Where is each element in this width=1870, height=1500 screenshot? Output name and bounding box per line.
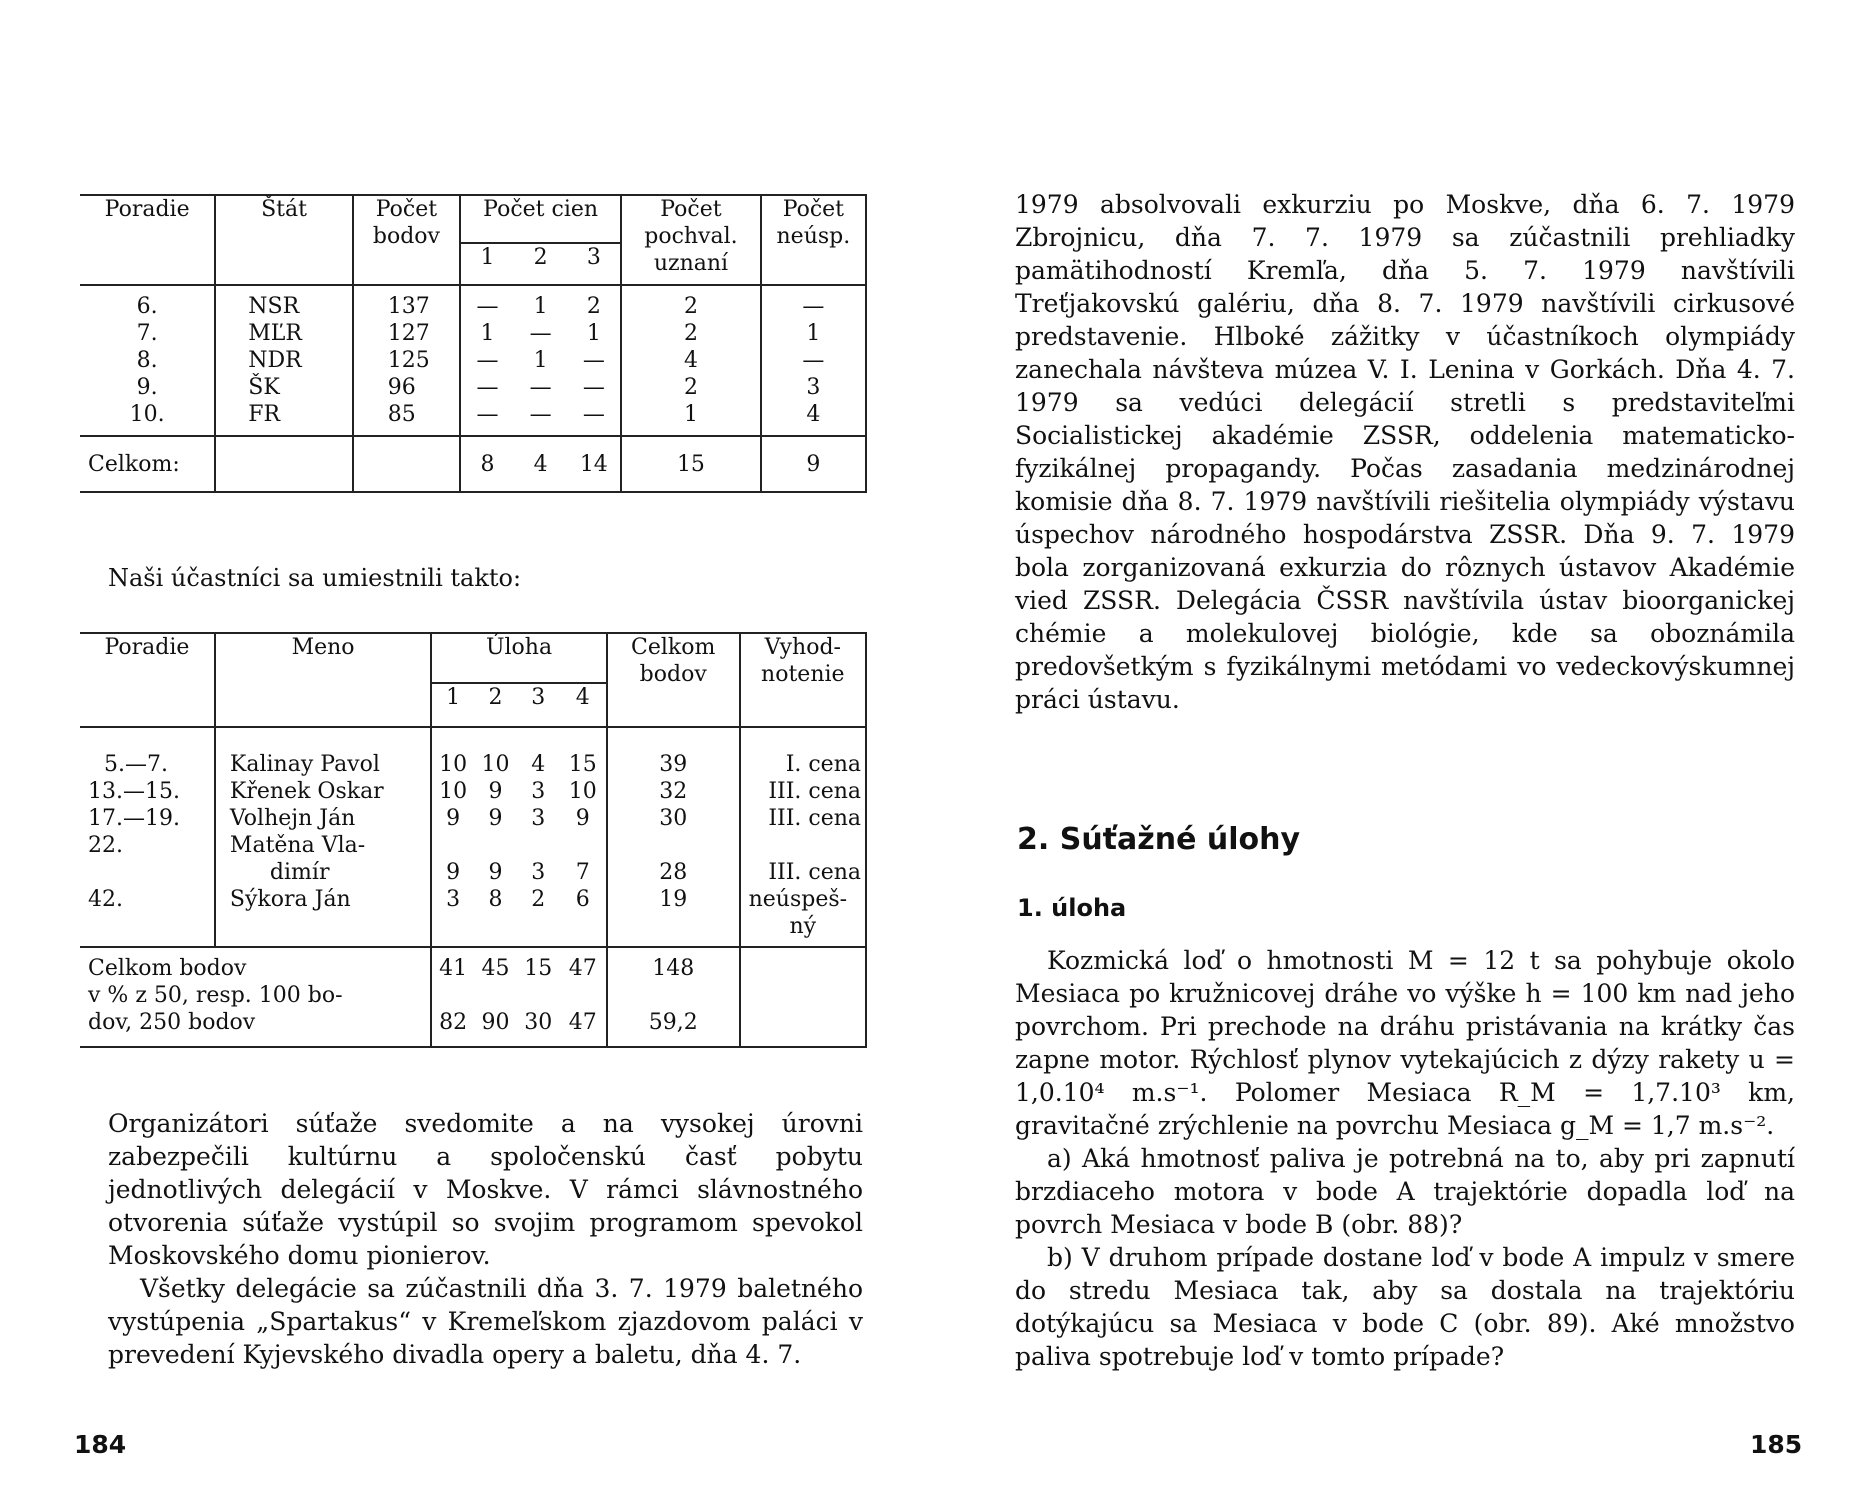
- header-rank: Poradie: [80, 633, 215, 727]
- table-row: 7. MĽR 127 1 — 1 2 1: [80, 320, 866, 347]
- table-row: 13.—15. Křenek Oskar 10 9 3 10 32 III. cena: [80, 778, 866, 805]
- paragraph: Organizátori súťaže svedomite a na vysokej úrovni zabezpečili kultúrnu a spoločenskú časť pobytu jednotlivých delegácií v Moskve. V rámci slávnostného otvorenia súťaže vystúpil so svojim programom spevokol Moskovského domu pionierov.: [108, 1109, 863, 1270]
- header-prize-1: 1: [460, 243, 514, 285]
- table-row: 42. Sýkora Ján 3 8 2 6 19 neúspeš-: [80, 886, 866, 913]
- right-body-text: [1015, 188, 1795, 716]
- header-rank: Poradie: [80, 195, 215, 285]
- header-prize-2: 2: [514, 243, 568, 285]
- table-row: 5.—7. Kalinay Pavol 10 10 4 15 39 I. cena: [80, 751, 866, 778]
- total-label: Celkom:: [80, 436, 215, 492]
- header-prize-3: 3: [567, 243, 621, 285]
- table-row: 22. Matěna Vla-: [80, 832, 866, 859]
- participants-table: Poradie Meno Úloha Celkom bodov Vyhod-notenie 1 2 3 4 5.—7. Kalinay Pavol 10 10 4 15 39 I. cena 13.—15. Křenek Oskar 10 9 3 10 32 III. cena 17.—19. Volhejn Ján 9 9 3 9 30 III. cena 22. Matěna Vla- dimír 9 9 3 7 28 III. cena 42. Sýkora Ján 3 8 2 6 19 neúspeš- ný Celkom bodov 41 45 15 47 148 v % z 50, resp. 100 bo- dov, 250 bodov 82 90 30 47 59,2: [80, 632, 867, 1048]
- paragraph: 1979 absolvovali exkurziu po Moskve, dňa 6. 7. 1979 Zbrojnicu, dňa 7. 7. 1979 sa zúčastnili prehliadky pamätihodností Kremľa, dňa 5. 7. 1979 navštívili Treťjakovskú galériu, dňa 8. 7. 1979 navštívili cirkusové predstavenie. Hlboké zážitky v účastníkoch olympiády zanechala návšteva múzea V. I. Lenina v Gorkách. Dňa 4. 7. 1979 sa vedúci delegácií stretli s predstaviteľmi Socialistickej akadémie ZSSR, oddelenia matematicko-fyzikálnej propagandy. Počas zasadania medzinárodnej komisie dňa 8. 7. 1979 navštívili riešitelia olympiády výstavu úspechov národného hospodárstva ZSSR. Dňa 9. 7. 1979 bola zorganizovaná exkurzia do rôznych ústavov Akadémie vied ZSSR. Delegácia ČSSR navštívila ústav bioorganickej chémie a molekulovej biológie, kde sa oboznámila predovšetkým s fyzikálnymi metódami vo vedeckovýskumnej práci ústavu.: [1015, 190, 1795, 714]
- country-results-table: [80, 194, 867, 493]
- task-title: 1. úloha: [1017, 894, 1127, 922]
- header-commendations: Počet pochval. uznaní: [621, 195, 761, 285]
- table-row: dimír 9 9 3 7 28 III. cena: [80, 859, 866, 886]
- header-total: Celkom bodov: [607, 633, 740, 727]
- page-number: 185: [1750, 1430, 1803, 1459]
- total-row: Celkom: 8 4 14 15 9: [80, 436, 866, 492]
- header-result: Vyhod-notenie: [740, 633, 866, 727]
- table2-caption: Naši účastníci sa umiestnili takto:: [108, 564, 522, 592]
- header-name: Meno: [215, 633, 431, 727]
- table-row: 10. FR 85 — — — 1 4: [80, 401, 866, 428]
- header-prizes: Počet cien: [460, 195, 621, 243]
- footer-pct-row: dov, 250 bodov 82 90 30 47 59,2: [80, 1009, 866, 1047]
- table-row: 17.—19. Volhejn Ján 9 9 3 9 30 III. cena: [80, 805, 866, 832]
- header-points: Počet bodov: [353, 195, 460, 285]
- paragraph: a) Aká hmotnosť paliva je potrebná na to, aby pri zapnutí brzdiaceho motora v bode A trajektórie dopadla loď na povrch Mesiaca v bode B (obr. 88)?: [1015, 1144, 1795, 1239]
- header-failed: Počet neúsp.: [761, 195, 866, 285]
- table-row: 9. ŠK 96 — — — 2 3: [80, 374, 866, 401]
- left-body-text: [108, 1107, 863, 1371]
- right-page: [935, 0, 1870, 1500]
- page-number: 184: [74, 1430, 127, 1459]
- paragraph: Kozmická loď o hmotnosti M = 12 t sa pohybuje okolo Mesiaca po kružnicovej dráhe vo výške h = 100 km nad jeho povrchom. Pri prechode na dráhu pristávania na krátky čas zapne motor. Rýchlosť plynov vytekajúcich z dýzy rakety u = 1,0.10⁴ m.s⁻¹. Polomer Mesiaca R_M = 1,7.10³ km, gravitačné zrýchlenie na povrchu Mesiaca g_M = 1,7 m.s⁻².: [1015, 946, 1795, 1140]
- section-title: 2. Súťažné úlohy: [1017, 822, 1301, 857]
- paragraph: Všetky delegácie sa zúčastnili dňa 3. 7. 1979 baletného vystúpenia „Spartakus“ v Kremeľskom zjazdovom paláci v prevedení Kyjevského divadla opery a baletu, dňa 4. 7.: [108, 1274, 863, 1369]
- task-text: [1015, 944, 1795, 1373]
- header-country: Štát: [215, 195, 352, 285]
- table-row: 8. NDR 125 — 1 — 4 —: [80, 347, 866, 374]
- footer-sum-row: Celkom bodov 41 45 15 47 148: [80, 955, 866, 982]
- paragraph: b) V druhom prípade dostane loď v bode A impulz v smere do stredu Mesiaca tak, aby sa dostala na trajektóriu dotýkajúcu sa Mesiaca v bode C (obr. 89). Aké množstvo paliva spotrebuje loď v tomto prípade?: [1015, 1243, 1795, 1371]
- table-row: 6. NSR 137 — 1 2 2 —: [80, 293, 866, 320]
- header-tasks: Úloha: [431, 633, 607, 683]
